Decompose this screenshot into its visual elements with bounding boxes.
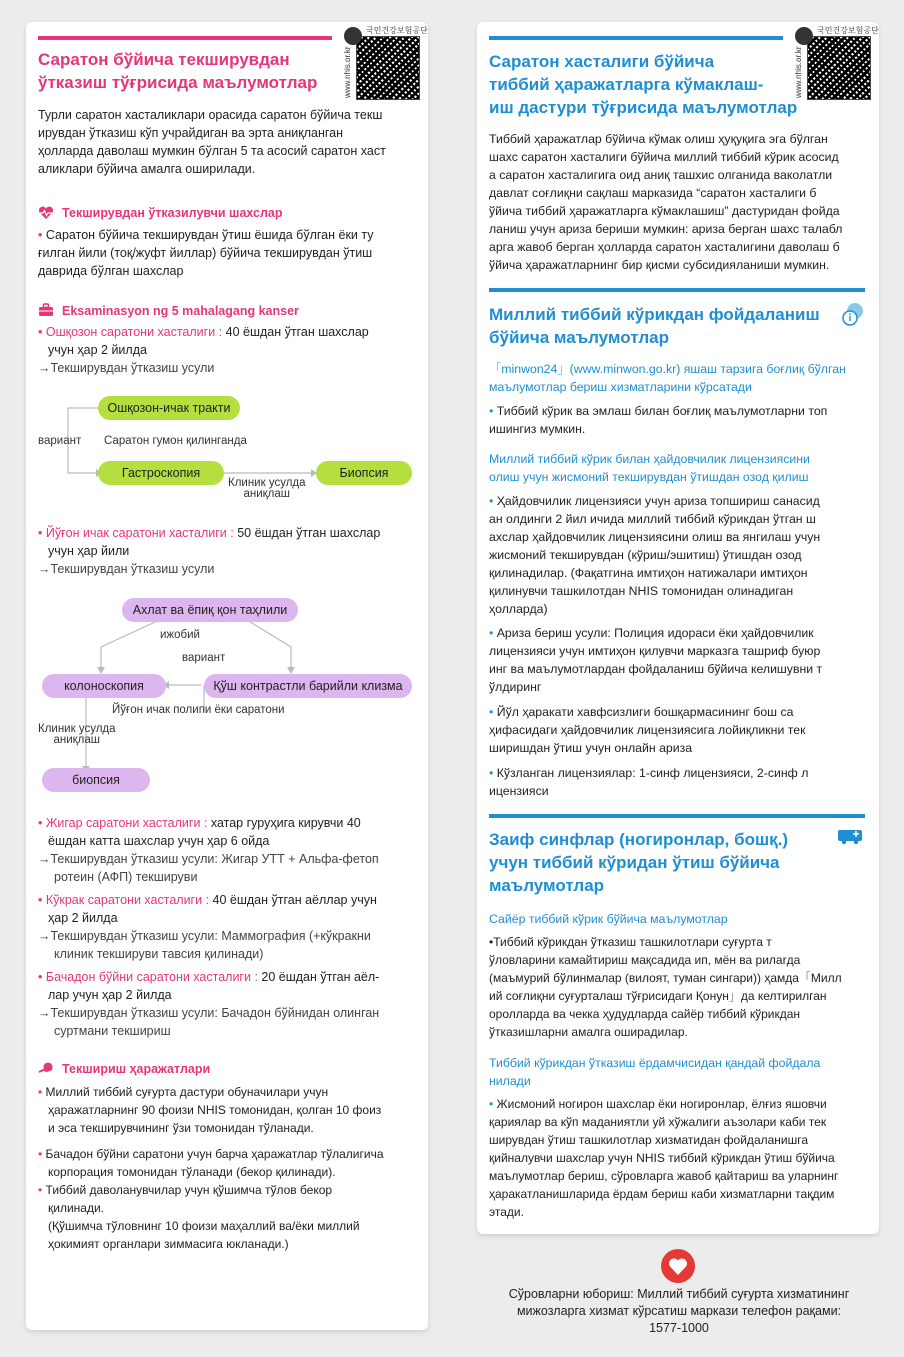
cost-icon xyxy=(38,1061,54,1075)
mobile-checkup-subtitle: Сайёр тиббий кўрик бўйича маълумотлар xyxy=(489,912,728,926)
flow1-biopsy: Биопсия xyxy=(316,461,412,485)
cost-item-2: • Бачадон бўйни саратони учун барча ҳаражатлар тўлалигича корпорация томонидан тўланади (бекор қилинади). xyxy=(38,1147,384,1179)
qr-org-label: 국민건강보험공단 xyxy=(366,26,428,35)
assistant-subtitle: Тиббий кўрикдан ўтказиш ёрдамчисидан қандай фойдала нилади xyxy=(489,1056,821,1088)
flow2-clinic-label: Клиник усулда аниқлаш xyxy=(38,723,116,746)
flow1-gi-tract: Ошқозон-ичак тракти xyxy=(98,396,240,420)
qr-code[interactable] xyxy=(807,36,871,100)
flow2-biopsy: биопсия xyxy=(42,768,150,792)
cervical-cancer-item: • Бачадон бўйни саратони хасталиги : 20 ёшдан ўтган аёл- лар учун ҳар 2 йилда →Текширувдан ўтказиш усули: Бачадон бўйнидан олинган суртмани текшириш xyxy=(38,970,380,1038)
flow1-variant-label: вариант xyxy=(38,435,82,447)
flow1-clinic-label: Клиник усулда аниқлаш xyxy=(228,477,306,500)
section-title-target: Текширувдан ўтказилувчи шахслар xyxy=(62,206,283,220)
intro-text: Турли саратон хасталиклари орасида саратон бўйича текш ирувдан ўтказиш кўп учрайдиган ва эрта аниқланган ҳолларда даволаш мумкин бўлган 5 та асосий саратон хаст аликлари бўйича амалга оширилади. xyxy=(38,108,386,176)
nhis-logo-icon xyxy=(795,27,813,45)
flow1-suspect-label: Саратон гумон қилинганда xyxy=(104,435,247,447)
breast-cancer-item: • Кўкрак саратони хасталиги : 40 ёшдан ўтган аёллар учун ҳар 2 йилда →Текширувдан ўтказиш усули: Маммография (+кўкракни клиник текшируви тавсия қилинади) xyxy=(38,893,377,961)
mobile-checkup-text: •Тиббий кўрикдан ўтказиш ташкилотлари суғурта т ўловларини камайтириш мақсадида ип, мён ва рилarда (маъмурий бўлинмалар (вилоят, туман сингари)) ҳамда「Милл ий соғлиқни суғурталаш тўғрисидаги Қонун」да келтирилган оролларда ва чекка ҳудудларда сайёр тиббий кўрикдан ўтказишларни амалга оширадилар. xyxy=(489,935,842,1039)
qr-org-label: 국민건강보험공단 xyxy=(817,26,879,35)
info-bubble-icon xyxy=(841,302,865,328)
page-title: Саратон бўйича текширувдан ўтказиш тўғрисида маълумотлар xyxy=(38,50,318,92)
section-title-costs: Текшириш ҳаражатлари xyxy=(62,1062,211,1076)
license-text: • Ҳайдовчилик лицензияси учун ариза топшириш санасид ан олдинги 2 йил ичида миллий тиббий кўрикдан ўтган ш ахслар ҳайдовчилик лицензиясини олиш ва янгилаш учун жисмоний текширувдан (кўриш/эшитиш) ўтишдан озод қилинадилар. (Фақатгина имтиҳон натижалари имтиҳон қилинувчи ташкилотдан NHIS томонидан олинадиган ҳолларда) xyxy=(489,494,821,616)
section-divider-3 xyxy=(489,814,865,818)
ambulance-icon xyxy=(837,827,865,845)
cancer-support-text: Тиббий ҳаражатлар бўйича кўмак олиш ҳуқуқига эга бўлган шахс саратон хасталиги бўйича миллий тиббий кўрик асосид а саратон хасталигига оид аниқ ташхис олганида ваколатли давлат соғлиқни сақлаш марказида “саратон хасталиги б ўйича тиббий ҳаражатларга кўмаклашиш” дастуридан фойда ланиш учун ариза бериши мумкин: ариза берган шахс талабл арга жавоб берган ҳолларда саратон хасталигини даволаш б ўйича ҳаражатларнинг бир қисми субсидияланиши мумкин. xyxy=(489,132,843,272)
target-text: • Саратон бўйича текширувдан ўтиш ёшида бўлган ёки ту ғилган йили (тоқ/жуфт йиллар) бўйича текширувдан ўтиш даврида бўлган шахслар xyxy=(38,228,374,278)
application-method-text: • Ариза бериш усули: Полиция идораси ёки ҳайдовчилик лицензияси учун имтиҳон қилувчи марказга ташриф буюр инг ва маълумотлардан фойдаланиш бўйича келишувни т ўлдиринг xyxy=(489,626,823,694)
cancer-screening-card xyxy=(26,22,428,1330)
cost-item-1: • Миллий тиббий суғурта дастури обуначилари учун ҳаражатларнинг 90 фоизи NHIS томонидан, қолган 10 фоиз и эса текширувчининг ўзи томонидан тўланади. xyxy=(38,1085,382,1135)
flow2-barium-enema: Қўш контрастли барийли клизма xyxy=(204,674,412,698)
section-title-five-cancers: Eksaminasyon ng 5 mahalagang kanser xyxy=(62,304,299,318)
section-divider-2 xyxy=(489,288,865,292)
medical-support-card xyxy=(477,22,879,1234)
section-title-checkup-usage: Миллий тиббий кўрикдан фойдаланиш бўйича маълумотлар xyxy=(489,305,820,347)
flow2-polyp-label: Йўғон ичак полипи ёки саратони xyxy=(112,704,285,716)
minwon-text: • Тиббий кўрик ва эмлаш билан боғлиқ маълумотларни топ ишингиз мумкин. xyxy=(489,404,828,436)
minwon-subtitle: 「minwon24」(www.minwon.go.kr) яшаш тарзига боғлиқ бўлган маълумотлар бериш хизматларини кўрсатади xyxy=(489,362,846,394)
section-title-vulnerable: Заиф синфлар (ногиронлар, бошқ.) учун тиббий кўридан ўтиш бўйича маълумотлар xyxy=(489,830,789,895)
license-types-text: • Кўзланган лицензиялар: 1-синф лицензияси, 2-синф л ицензияси xyxy=(489,766,809,798)
flow2-stool-test: Ахлат ва ёпиқ қон таҳлили xyxy=(122,598,298,622)
flow2-variant-label: вариант xyxy=(182,652,226,664)
colon-cancer-item: • Йўғон ичак саратони хасталиги : 50 ёшдан ўтган шахслар учун ҳар йили →Текширувдан ўтказиш усули xyxy=(38,526,381,576)
contact-footer: Сўровларни юбориш: Миллий тиббий суғурта хизматининг мижозларга хизмат кўрсатиш маркази телефон рақами: 1577-1000 xyxy=(508,1287,850,1335)
online-application-text: • Йўл ҳаракати хавфсизлиги бошқармасининг бош са ҳифасидаги ҳайдовчилик лицензиясига лойиқликни тек ширишдан ўтиш учун онлайн ариза xyxy=(489,705,806,755)
flow1-gastroscopy: Гастроскопия xyxy=(98,461,224,485)
qr-url-label: www.nhis.or.kr xyxy=(343,46,352,98)
license-subtitle: Миллий тиббий кўрик билан ҳайдовчилик лицензиясини олиш учун жисмоний текширувдан ўтишдан озод қилиш xyxy=(489,452,810,484)
stomach-cancer-item: • Ошқозон саратони хасталиги : 40 ёшдан ўтган шахслар учун ҳар 2 йилда →Текширувдан ўтказиш усули xyxy=(38,325,369,375)
flow2-colonoscopy: колоноскопия xyxy=(42,674,166,698)
cost-item-3: • Тиббий даволанувчилар учун қўшимча тўлов бекор қилинади. (Қўшимча тўловнинг 10 фоизи маҳаллий ва/ёки миллий ҳокимият органлари зиммасига юкланади.) xyxy=(38,1183,360,1251)
title-accent-bar-1 xyxy=(489,36,783,40)
assistant-text: • Жисмоний ногирон шахслар ёки ногиронлар, ёлғиз яшовчи қариялар ва кўп маданиятли уй хўжалиги аъзолари каби тек ширувдан ўтиш ташкилотлар хизматидан фойдаланишга қийналувчи шахслар учун NHIS тиббий кўрикдан ўтиш бўйича маълумотлар бериш, сўровларга жавоб қайтариш ва уларнинг ҳаракатланишларида ёрдам бериш каби хизматларни тақдим этади. xyxy=(489,1097,839,1219)
liver-cancer-item: • Жигар саратони хасталиги : хатар гуруҳига кирувчи 40 ёшдан катта шахслар учун ҳар 6 ойда →Текширувдан ўтказиш усули: Жигар УТТ + Альфа-фетоп ротеин (АФП) текшируви xyxy=(38,816,379,884)
flow2-positive-label: ижобий xyxy=(160,629,200,641)
heart-logo-icon xyxy=(660,1248,696,1284)
qr-url-label: www.nhis.or.kr xyxy=(794,46,803,98)
section-title-cancer-support: Саратон хасталиги бўйича тиббий ҳаражатларга кўмаклаш- иш дастури тўғрисида маълумотлар xyxy=(489,52,798,117)
